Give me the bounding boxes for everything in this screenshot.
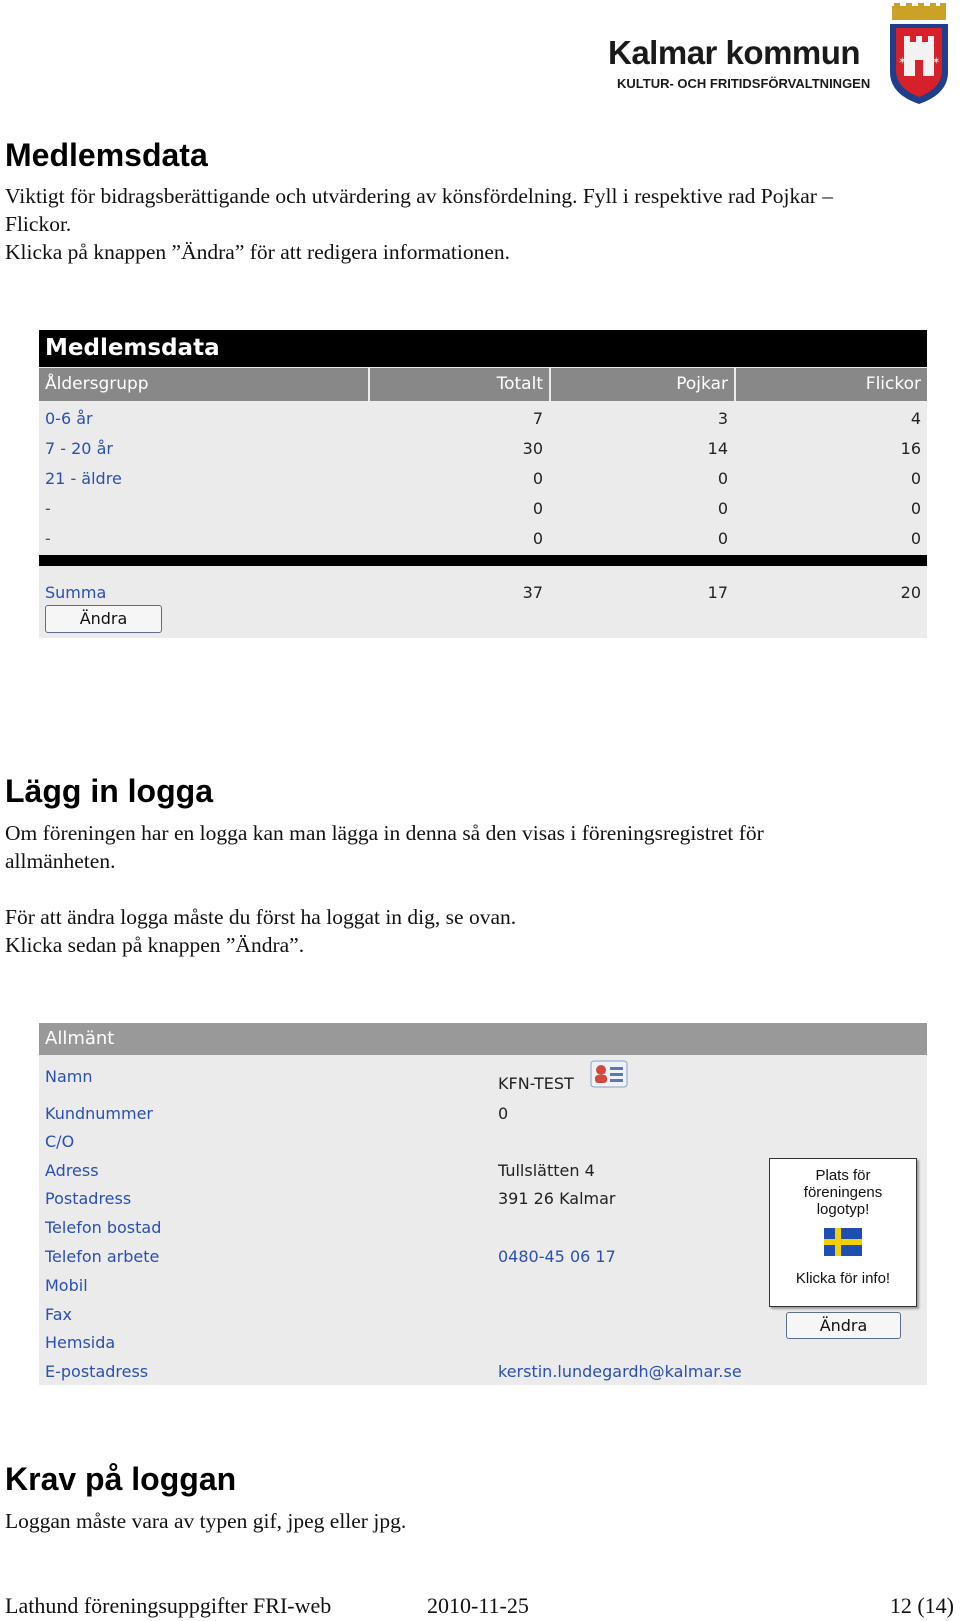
svg-text:✶: ✶ <box>898 56 907 67</box>
row-pojkar: 3 <box>717 409 728 428</box>
sum-pojkar: 17 <box>707 583 728 602</box>
row-label[interactable]: - <box>45 499 51 518</box>
row-flickor: 16 <box>900 439 921 458</box>
label-e-postadress: E-postadress <box>45 1362 149 1381</box>
section-title-lagg-in-logga: Lägg in logga <box>5 773 213 809</box>
label-telefon-arbete: Telefon arbete <box>45 1247 160 1266</box>
section1-text-line3: Klicka på knappen ”Ändra” för att redigera informationen. <box>5 240 511 264</box>
section2-text-line4: Klicka sedan på knappen ”Ändra”. <box>5 933 305 957</box>
row-pojkar: 14 <box>707 439 728 458</box>
header-aldersgrupp: Åldersgrupp <box>39 368 368 401</box>
row-flickor: 0 <box>910 529 921 548</box>
sum-totalt: 37 <box>522 583 543 602</box>
label-adress: Adress <box>45 1161 99 1180</box>
row-pojkar: 0 <box>717 499 728 518</box>
label-postadress: Postadress <box>45 1189 132 1208</box>
value-e-postadress[interactable]: kerstin.lundegardh@kalmar.se <box>498 1362 742 1381</box>
swedish-flag-icon <box>824 1228 862 1256</box>
footer-document-name: Lathund föreningsuppgifter FRI-web <box>5 1593 332 1618</box>
medlemsdata-panel-title: Medlemsdata <box>39 330 927 367</box>
row-flickor: 4 <box>910 409 921 428</box>
label-mobil: Mobil <box>45 1276 88 1295</box>
contact-card-icon[interactable] <box>590 1060 628 1088</box>
logo-box-link[interactable]: Klicka för info! <box>795 1270 891 1287</box>
row-totalt: 7 <box>532 409 543 428</box>
row-label[interactable]: 7 - 20 år <box>45 439 113 458</box>
section2-text-line2: allmänheten. <box>5 849 116 873</box>
logo-box-line3: logotyp! <box>816 1201 870 1218</box>
row-label[interactable]: 21 - äldre <box>45 469 122 488</box>
allmant-panel-title: Allmänt <box>39 1023 927 1055</box>
sum-label: Summa <box>45 583 107 602</box>
brand-subtitle: KULTUR- OCH FRITIDSFÖRVALTNINGEN <box>617 76 871 91</box>
label-fax: Fax <box>45 1305 73 1324</box>
value-postadress: 391 26 Kalmar <box>498 1189 616 1208</box>
section2-text-line3: För att ändra logga måste du först ha loggat in dig, se ovan. <box>5 905 517 929</box>
label-namn: Namn <box>45 1067 93 1086</box>
row-totalt: 0 <box>532 469 543 488</box>
footer-page-number: 12 (14) <box>889 1593 954 1618</box>
value-kundnummer: 0 <box>498 1104 509 1123</box>
kalmar-crest-logo <box>884 2 954 106</box>
label-kundnummer: Kundnummer <box>45 1104 154 1123</box>
row-flickor: 0 <box>910 469 921 488</box>
row-pojkar: 0 <box>717 469 728 488</box>
label-hemsida: Hemsida <box>45 1333 116 1352</box>
allmant-panel <box>39 1023 927 1385</box>
header-pojkar: Pojkar <box>551 368 734 401</box>
section1-text-line1: Viktigt för bidragsberättigande och utvärdering av könsfördelning. Fyll i respektive rad Pojkar – <box>5 184 834 208</box>
value-namn: KFN-TEST <box>498 1074 574 1093</box>
row-label[interactable]: - <box>45 529 51 548</box>
value-telefon-arbete[interactable]: 0480-45 06 17 <box>498 1247 616 1266</box>
logo-box-line2: föreningens <box>803 1184 883 1201</box>
logo-box-line1: Plats för <box>815 1167 871 1184</box>
value-adress: Tullslätten 4 <box>498 1161 595 1180</box>
row-totalt: 0 <box>532 499 543 518</box>
section3-text-line1: Loggan måste vara av typen gif, jpeg eller jpg. <box>5 1509 407 1533</box>
row-totalt: 0 <box>532 529 543 548</box>
brand-name: Kalmar kommun <box>608 34 861 71</box>
medlemsdata-panel <box>39 330 927 638</box>
andra-logga-button[interactable]: Ändra <box>786 1312 901 1339</box>
divider-bar <box>39 555 927 566</box>
row-label[interactable]: 0-6 år <box>45 409 93 428</box>
row-pojkar: 0 <box>717 529 728 548</box>
section1-text-line2: Flickor. <box>5 212 72 236</box>
header-flickor: Flickor <box>736 368 927 401</box>
row-flickor: 0 <box>910 499 921 518</box>
logo-placeholder[interactable] <box>769 1158 917 1307</box>
section2-text-line1: Om föreningen har en logga kan man lägga in denna så den visas i föreningsregistret för <box>5 821 764 845</box>
footer-date: 2010-11-25 <box>427 1593 529 1618</box>
sum-flickor: 20 <box>900 583 921 602</box>
andra-button[interactable]: Ändra <box>45 605 162 633</box>
section-title-krav-pa-loggan: Krav på loggan <box>5 1461 237 1497</box>
label-co: C/O <box>45 1132 75 1151</box>
label-telefon-bostad: Telefon bostad <box>45 1218 162 1237</box>
header-totalt: Totalt <box>370 368 549 401</box>
section-title-medlemsdata: Medlemsdata <box>5 137 208 173</box>
row-totalt: 30 <box>522 439 543 458</box>
svg-text:✶: ✶ <box>932 56 941 67</box>
